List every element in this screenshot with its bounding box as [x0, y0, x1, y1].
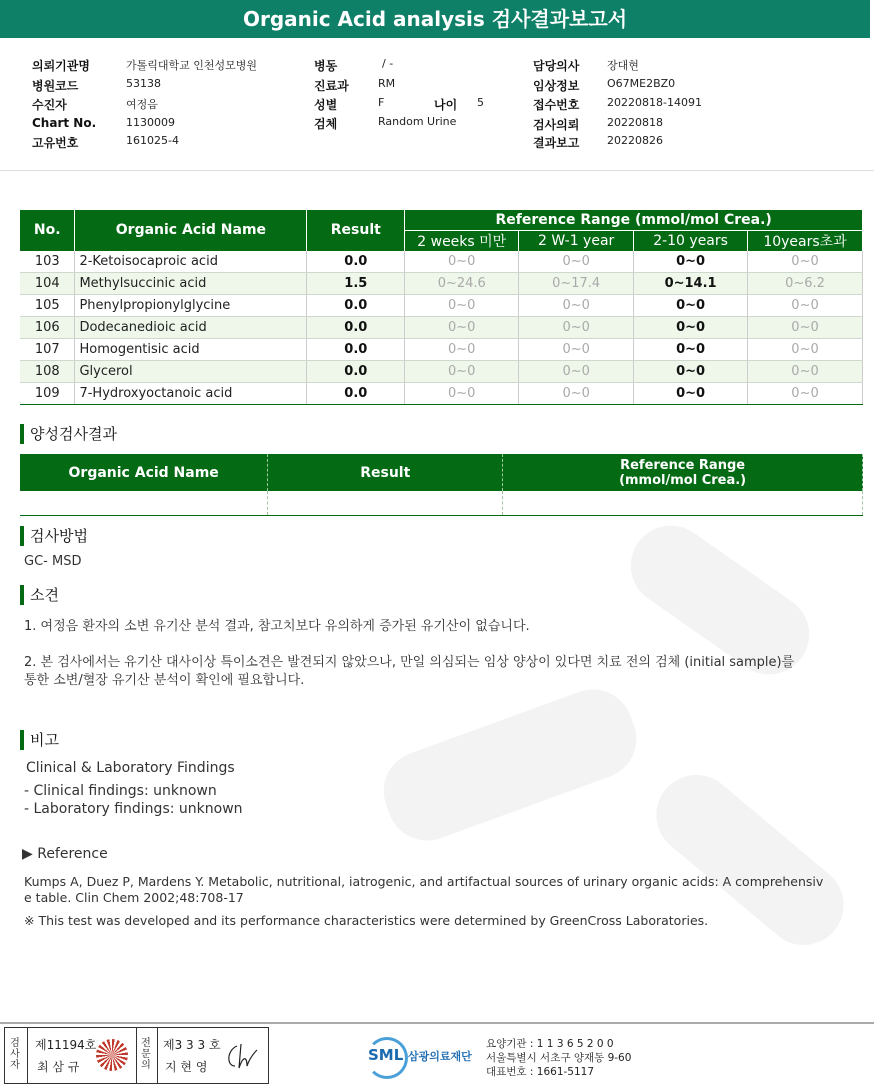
method-text: GC- MSD — [24, 554, 82, 569]
pos-col-header-reference — [503, 454, 863, 491]
header-label: 성별 — [314, 98, 338, 112]
opinion-paragraph-1: 1. 여정음 환자의 소변 유기산 분석 결과, 참고치보다 유의하게 증가된 유기산이 없습니다. — [24, 619, 530, 634]
inspector-license-no: 제11194호 — [35, 1038, 97, 1052]
row-ref-under-2w: 0~0 — [405, 251, 519, 273]
row-acid-name: Homogentisic acid — [75, 338, 307, 360]
row-ref-over-10y: 0~0 — [748, 251, 863, 273]
col-header-no: No. — [20, 210, 75, 251]
row-no: 105 — [20, 294, 75, 316]
row-result: 0.0 — [307, 338, 405, 360]
header-label: 진료과 — [314, 79, 349, 93]
reference-heading: ▶ Reference — [22, 846, 108, 862]
divider — [136, 1028, 137, 1083]
table-row — [20, 294, 863, 316]
reference-line-2: e table. Clin Chem 2002;48:708-17 — [24, 890, 244, 905]
header-label: 검체 — [314, 117, 338, 131]
reference-note: ※ This test was developed and its performance characteristics were determined by GreenCross Laboratories. — [24, 913, 709, 928]
row-ref-2w-1y: 0~0 — [519, 360, 634, 382]
row-ref-2w-1y: 0~0 — [519, 251, 634, 273]
header-label: 나이 — [434, 98, 458, 112]
row-ref-over-10y: 0~0 — [748, 382, 863, 404]
row-no: 106 — [20, 316, 75, 338]
handwritten-signature — [223, 1040, 261, 1072]
header-label: 고유번호 — [32, 136, 79, 150]
specialist-license-no: 제3 3 3 호 — [163, 1038, 221, 1052]
row-result: 0.0 — [307, 294, 405, 316]
header-label: 담당의사 — [533, 59, 580, 73]
row-ref-under-2w: 0~24.6 — [405, 272, 519, 294]
method-heading: 검사방법 — [20, 526, 88, 546]
row-ref-over-10y: 0~0 — [748, 294, 863, 316]
row-ref-over-10y: 0~6.2 — [748, 272, 863, 294]
col-header-age-3: 2-10 years — [634, 230, 748, 251]
row-ref-under-2w: 0~0 — [405, 338, 519, 360]
header-value: 여정음 — [126, 98, 158, 111]
inspector-name: 최 삼 규 — [37, 1060, 80, 1074]
header-label: 결과보고 — [533, 136, 580, 150]
header-label: 수진자 — [32, 98, 67, 112]
seal-stamp — [96, 1039, 128, 1071]
table-row — [20, 272, 863, 294]
header-value: 53138 — [126, 77, 161, 90]
org-info-3: 대표번호 : 1661-5117 — [486, 1066, 595, 1078]
row-ref-over-10y: 0~0 — [748, 338, 863, 360]
row-ref-2w-1y: 0~17.4 — [519, 272, 634, 294]
remark-line-1: Clinical & Laboratory Findings — [26, 760, 235, 776]
pos-empty-cell — [503, 491, 863, 516]
header-value: 1130009 — [126, 116, 175, 129]
header-value: 가톨릭대학교 인천성모병원 — [126, 59, 258, 72]
table-row — [20, 316, 863, 338]
row-acid-name: Phenylpropionylglycine — [75, 294, 307, 316]
report-title: Organic Acid analysis 검사결과보고서 — [0, 0, 870, 38]
specialist-name: 지 현 영 — [165, 1060, 208, 1074]
row-result: 0.0 — [307, 251, 405, 273]
inspector-label: 검사자 — [10, 1038, 20, 1071]
header-label: 접수번호 — [533, 98, 580, 112]
org-info-1: 요양기관 : 1 1 3 6 5 2 0 0 — [486, 1038, 614, 1050]
remark-line-2: - Clinical findings: unknown — [24, 783, 217, 799]
table-row — [20, 251, 863, 273]
header-value: F — [378, 96, 385, 109]
row-no: 103 — [20, 251, 75, 273]
row-no: 108 — [20, 360, 75, 382]
divider — [0, 170, 874, 171]
header-value: O67ME2BZ0 — [607, 77, 676, 90]
row-ref-2w-1y: 0~0 — [519, 338, 634, 360]
row-result: 0.0 — [307, 382, 405, 404]
row-ref-2-10y: 0~0 — [634, 360, 748, 382]
row-ref-2-10y: 0~0 — [634, 251, 748, 273]
org-info-2: 서울특별시 서초구 양재동 9-60 — [486, 1052, 632, 1064]
col-header-result: Result — [307, 210, 405, 251]
row-acid-name: 7-Hydroxyoctanoic acid — [75, 382, 307, 404]
table-row — [20, 360, 863, 382]
reference-line-1: Kumps A, Duez P, Mardens Y. Metabolic, nutritional, iatrogenic, and artifactual sources of urinary organic acids: A comprehensiv — [24, 874, 824, 889]
header-value: 장대현 — [607, 59, 639, 72]
col-header-age-2: 2 W-1 year — [519, 230, 634, 251]
row-result: 0.0 — [307, 360, 405, 382]
row-ref-2-10y: 0~0 — [634, 316, 748, 338]
header-label: 의뢰기관명 — [32, 59, 90, 73]
pos-col-header-result: Result — [268, 454, 503, 491]
table-row — [20, 338, 863, 360]
col-header-age-4: 10years초과 — [748, 230, 863, 251]
header-label: 검사의뢰 — [533, 118, 580, 132]
divider — [27, 1028, 28, 1083]
row-result: 0.0 — [307, 316, 405, 338]
pos-ref-line2: (mmol/mol Crea.) — [619, 472, 747, 488]
row-no: 107 — [20, 338, 75, 360]
row-result: 1.5 — [307, 272, 405, 294]
col-header-reference: Reference Range (mmol/mol Crea.) — [405, 210, 863, 230]
positive-results-table — [20, 454, 863, 516]
row-no: 109 — [20, 382, 75, 404]
table-row — [20, 382, 863, 404]
pos-empty-cell — [20, 491, 268, 516]
row-acid-name: Glycerol — [75, 360, 307, 382]
header-label: Chart No. — [32, 116, 97, 130]
opinion-paragraph-2b: 통한 소변/혈장 유기산 분석이 확인에 필요합니다. — [24, 673, 305, 688]
row-ref-under-2w: 0~0 — [405, 316, 519, 338]
opinion-heading: 소견 — [20, 585, 59, 605]
row-ref-over-10y: 0~0 — [748, 316, 863, 338]
header-value: 161025-4 — [126, 134, 179, 147]
footer-divider — [0, 1022, 874, 1024]
row-ref-2-10y: 0~0 — [634, 338, 748, 360]
row-ref-over-10y: 0~0 — [748, 360, 863, 382]
header-value: 20220818-14091 — [607, 96, 702, 109]
col-header-name: Organic Acid Name — [75, 210, 307, 251]
divider — [157, 1028, 158, 1083]
row-acid-name: Methylsuccinic acid — [75, 272, 307, 294]
row-acid-name: 2-Ketoisocaproic acid — [75, 251, 307, 273]
header-value: Random Urine — [378, 115, 457, 128]
remark-heading: 비고 — [20, 730, 59, 750]
header-value: 20220826 — [607, 134, 663, 147]
header-value: 20220818 — [607, 116, 663, 129]
row-ref-2-10y: 0~0 — [634, 294, 748, 316]
row-ref-2-10y: 0~0 — [634, 382, 748, 404]
header-value: / - — [382, 57, 394, 70]
opinion-paragraph-2a: 2. 본 검사에서는 유기산 대사이상 특이소견은 발견되지 않았으나, 만일 의심되는 임상 양상이 있다면 치료 전의 검체 (initial sample)를 — [24, 655, 795, 670]
header-label: 병동 — [314, 59, 338, 73]
header-value: RM — [378, 77, 396, 90]
row-ref-2w-1y: 0~0 — [519, 382, 634, 404]
pos-col-header-name: Organic Acid Name — [20, 454, 268, 491]
header-label: 임상정보 — [533, 79, 580, 93]
remark-line-3: - Laboratory findings: unknown — [24, 801, 243, 817]
pos-ref-line1: Reference Range — [620, 457, 746, 473]
specialist-label: 전문의 — [141, 1038, 151, 1071]
header-value: 5 — [477, 96, 484, 109]
row-acid-name: Dodecanedioic acid — [75, 316, 307, 338]
sml-logo-text: SML — [368, 1046, 404, 1064]
pos-empty-cell — [268, 491, 503, 516]
watermark-shape — [640, 759, 860, 962]
row-ref-2w-1y: 0~0 — [519, 294, 634, 316]
col-header-age-1: 2 weeks 미만 — [405, 230, 519, 251]
signature-box — [4, 1027, 269, 1084]
header-label: 병원코드 — [32, 79, 79, 93]
row-ref-2-10y: 0~14.1 — [634, 272, 748, 294]
row-ref-under-2w: 0~0 — [405, 294, 519, 316]
results-table — [20, 210, 863, 405]
watermark-shape — [372, 678, 647, 851]
row-no: 104 — [20, 272, 75, 294]
row-ref-under-2w: 0~0 — [405, 382, 519, 404]
positive-results-heading: 양성검사결과 — [20, 424, 117, 444]
row-ref-2w-1y: 0~0 — [519, 316, 634, 338]
row-ref-under-2w: 0~0 — [405, 360, 519, 382]
org-name: 삼광의료재단 — [408, 1050, 472, 1063]
